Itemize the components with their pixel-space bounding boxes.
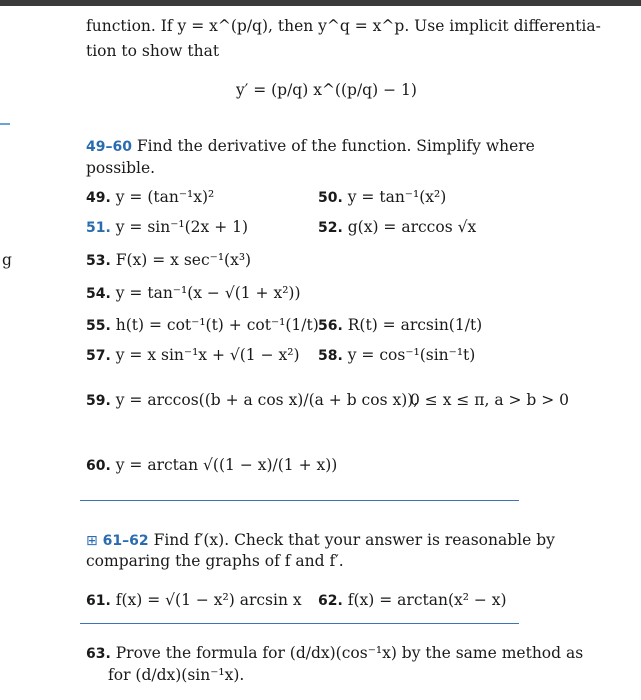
margin-mark: [0, 123, 10, 125]
exercise-63: 63. Prove the formula for (d/dx)(cos⁻¹x) by the same method as: [86, 644, 584, 662]
section2-instructions: Find f′(x). Check that your answer is reasonable by: [153, 531, 555, 549]
exercise-54: 54. y = tan⁻¹(x − √(1 + x²)): [86, 284, 301, 302]
exercise-61: 61. f(x) = √(1 − x²) arcsin x: [86, 591, 302, 609]
exercise-55: 55. h(t) = cot⁻¹(t) + cot⁻¹(1/t): [86, 316, 319, 334]
section-instructions: Find the derivative of the function. Simplify where: [136, 137, 535, 155]
exercise-57: 57. y = x sin⁻¹x + √(1 − x²): [86, 346, 300, 364]
section-divider-2: [80, 623, 519, 624]
section-49-60-heading: [86, 136, 535, 157]
section2-instructions-line-2: comparing the graphs of f and f′.: [86, 552, 344, 570]
exercise-51: 51. y = sin⁻¹(2x + 1): [86, 218, 249, 236]
exercise-49: 49. y = (tan⁻¹x)²: [86, 188, 215, 206]
exercise-62: 62. f(x) = arctan(x² − x): [318, 591, 507, 609]
graphing-calculator-icon: ⊞: [86, 533, 98, 549]
intro-line-1: function. If y = x^(p/q), then y^q = x^p. Use implicit differentia-: [86, 17, 601, 35]
section-divider-1: [80, 500, 519, 501]
exercise-56: 56. R(t) = arcsin(1/t): [318, 316, 483, 334]
exercise-59: 59. y = arccos((b + a cos x)/(a + b cos x)),: [86, 391, 419, 409]
exercise-58: 58. y = cos⁻¹(sin⁻¹t): [318, 346, 476, 364]
section-range-2: 61–62: [102, 533, 149, 549]
exercise-52: 52. g(x) = arccos √x: [318, 218, 477, 236]
intro-line-2: tion to show that: [86, 42, 220, 60]
section-instructions-line-2: possible.: [86, 159, 156, 177]
exercise-60: 60. y = arctan √((1 − x)/(1 + x)): [86, 456, 338, 474]
exercise-63-line-2: for (d/dx)(sin⁻¹x).: [108, 666, 245, 684]
top-bar: [0, 0, 641, 6]
exercise-59-condition: 0 ≤ x ≤ π, a > b > 0: [410, 391, 570, 409]
exercise-53: 53. F(x) = x sec⁻¹(x³): [86, 251, 252, 269]
exercise-50: 50. y = tan⁻¹(x²): [318, 188, 447, 206]
margin-glyph: g: [2, 251, 12, 269]
section-range: 49–60: [86, 139, 132, 155]
section-61-62-heading: [86, 530, 555, 551]
intro-formula: y′ = (p/q) x^((p/q) − 1): [236, 81, 417, 99]
